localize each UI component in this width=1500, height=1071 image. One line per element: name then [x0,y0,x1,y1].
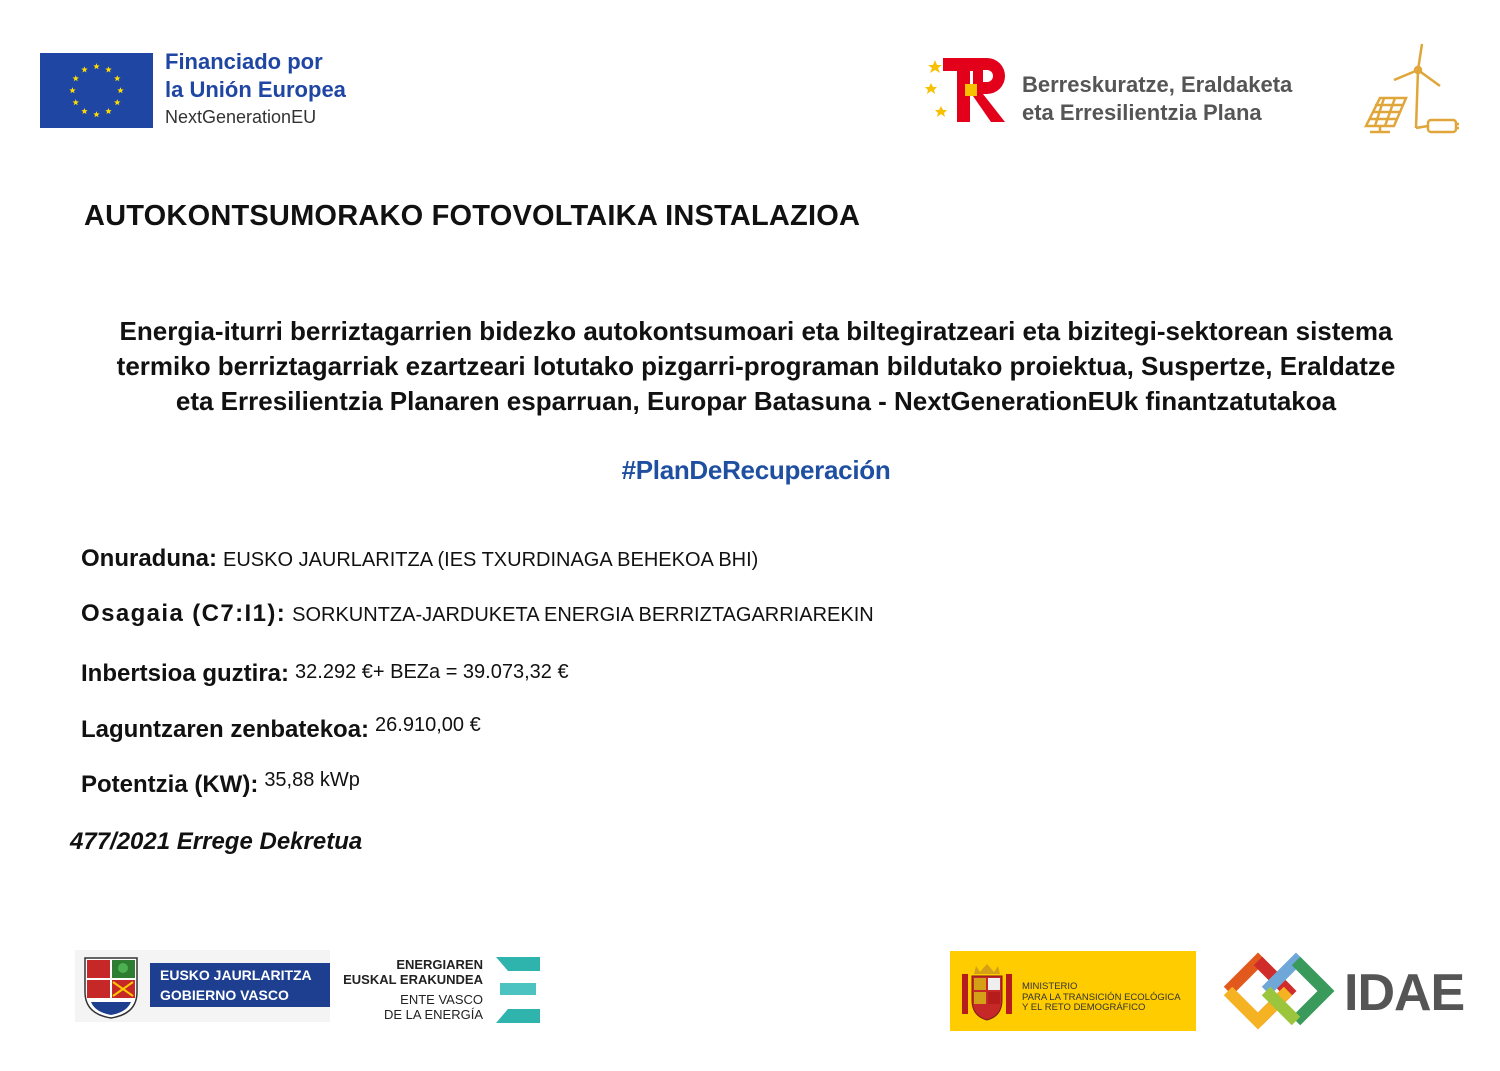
ministry-line-3: Y EL RETO DEMOGRÁFICO [1022,1002,1146,1013]
eu-line-3: NextGenerationEU [165,107,317,127]
page-title: AUTOKONTSUMORAKO FOTOVOLTAIKA INSTALAZIOA [84,200,861,232]
wind-solar-energy-icon [1360,40,1460,140]
spain-coat-of-arms-icon [958,960,1016,1022]
eu-funding-text [165,48,346,126]
basque-gov-line-2: GOBIERNO VASCO [160,987,289,1003]
plan-line-1: Berreskuratze, Eraldaketa [1022,72,1293,97]
ministry-line-1: MINISTERIO [1022,981,1078,992]
component-field [81,600,874,628]
idae-logo-icon [1218,950,1336,1032]
power-field [81,771,360,799]
eu-flag-logo [40,53,153,128]
power-label: Potentzia (KW): [81,771,259,798]
basque-government-banner [150,963,330,1007]
eu-star [114,75,120,81]
eu-star [117,87,123,93]
eve-logo-icon [492,955,542,1025]
idae-wordmark: IDAE [1344,964,1465,1022]
eu-star [81,66,87,72]
power-value: 35,88 kWp [264,769,360,791]
intro-line-1: Energia-iturri berriztagarrien bidezko autokontsumoari eta biltegiratzeari eta bizitegi-sektorean sistema [119,316,1393,346]
beneficiary-label: Onuraduna: [81,545,217,572]
intro-line-2: termiko berriztagarriak ezartzeari lotutako pizgarri-programan bildutako proiektua, Suspertze, Eraldatze [116,351,1396,381]
eu-star [93,63,99,69]
project-description [60,314,1452,419]
eve-line-4: DE LA ENERGÍA [384,1006,483,1022]
aid-amount-value: 26.910,00 € [375,714,481,736]
beneficiary-field [81,545,758,573]
eu-star [72,99,78,105]
eve-line-3: ENTE VASCO [400,992,483,1007]
intro-line-3: eta Erresilientzia Planaren esparruan, Europar Batasuna - NextGenerationEUk finantzatutakoa [175,386,1337,416]
investment-label: Inbertsioa guztira: [81,660,290,687]
ministry-line-2: PARA LA TRANSICIÓN ECOLÓGICA [1022,991,1181,1003]
eu-star [69,87,75,93]
recovery-plan-text [1022,71,1292,127]
eu-star [105,108,111,114]
eve-line-1: ENERGIAREN [396,957,483,972]
royal-decree: 477/2021 Errege Dekretua [70,828,363,855]
basque-coat-of-arms-icon [77,952,145,1020]
eve-line-2: EUSKAL ERAKUNDEA [343,971,483,987]
ministry-name [1022,982,1181,1014]
component-value: SORKUNTZA-JARDUKETA ENERGIA BERRIZTAGARRIAREKIN [292,604,874,626]
component-label: Osagaia (C7:I1): [81,600,287,627]
basque-gov-line-1: EUSKO JAURLARITZA [160,967,312,983]
eu-star [114,99,120,105]
recovery-plan-logo-icon [925,50,1015,130]
investment-field [81,660,569,688]
eu-star [105,66,111,72]
eu-stars-icon [40,53,153,128]
beneficiary-value: EUSKO JAURLARITZA (IES TXURDINAGA BEHEKOA BHI) [223,549,759,571]
eu-star [93,111,99,117]
eu-line-1: Financiado por [165,49,323,74]
hashtag: #PlanDeRecuperación [621,455,891,485]
eu-star [72,75,78,81]
eve-logo-text [340,958,483,1022]
aid-amount-label: Laguntzaren zenbatekoa: [81,716,370,743]
eu-line-2: la Unión Europea [165,77,346,102]
plan-line-2: eta Erresilientzia Plana [1022,100,1262,125]
eu-star [81,108,87,114]
investment-value: 32.292 €+ BEZa = 39.073,32 € [295,661,569,683]
aid-amount-field [81,716,481,744]
